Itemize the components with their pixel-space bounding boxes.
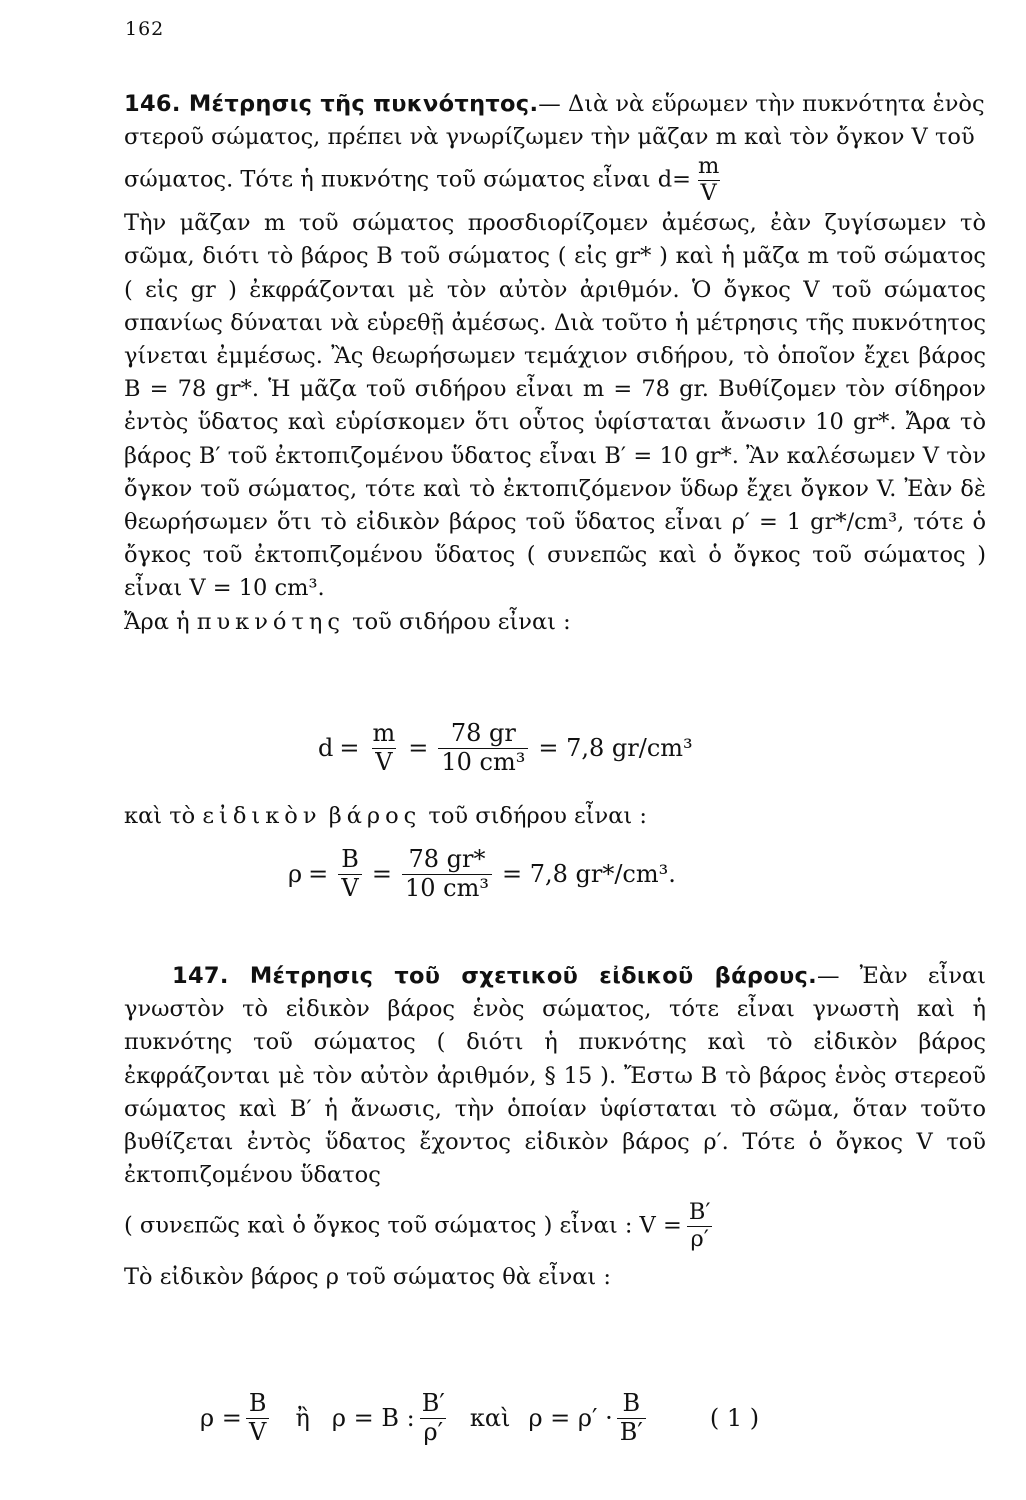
section-146 [124,88,986,639]
eq-fraction-bprime-rhoprime [419,1390,448,1446]
fraction-numerator: m [372,719,396,747]
eq-fraction-values [402,846,492,902]
equation-1 [200,1390,890,1446]
fraction-numerator: B [248,1389,267,1417]
paragraph-147-volume [124,1200,986,1253]
fraction-numerator: B [341,845,359,873]
equation-tag: ( 1 ) [709,1404,760,1433]
heading-dash: — [538,91,568,117]
paragraph-146-text: Διὰ νὰ εὕρωμεν τὴν πυκνότητα ἑνὸς στεροῦ σώματος, πρέπει νὰ γνωρίζωμεν τὴν μᾶζαν m καὶ τὸν ὄγκον V τοῦ σώματος. Τότε ἡ πυκνότης τοῦ σώματος εἶναι d= [124,91,985,193]
text-run: τοῦ σιδήρου εἶναι : [345,608,571,635]
density-fraction [695,154,722,207]
equation-density [318,720,699,776]
fraction-numerator: m [697,153,720,180]
text-run: τοῦ σιδήρου εἶναι : [421,803,647,829]
equation-specific-weight [288,846,682,902]
eq-equals: = [371,860,392,889]
paragraph-146-intro [124,88,986,207]
fraction-numerator: B′ [688,1199,711,1226]
paragraph-147-intro [124,960,986,1192]
text-run: καὶ τὸ [124,803,203,829]
paragraph-146-method: Τὴν μᾶζαν m τοῦ σώματος προσδιορίζομεν ἀμέσως, ἐὰν ζυγίσωμεν τὸ σῶμα, διότι τὸ βάρος B τοῦ σώματος ( εἰς gr* ) καὶ ἡ μᾶζα m τοῦ σώματος ( εἰς gr ) ἐκφράζονται μὲ τὸν αὐτὸν ἀριθμόν. Ὁ ὄγκος V τοῦ σώματος σπανίως δύναται νὰ εὑρεθῇ ἀμέσως. Διὰ τοῦτο ἡ μέτρησις τῆς πυκνότητος γίνεται ἐμμέσως. Ἂς θεωρήσωμεν τεμάχιον σιδήρου, τὸ ὁποῖον ἔχει βάρος B = 78 gr*. Ἡ μᾶζα τοῦ σιδήρου εἶναι m = 78 gr. Βυθίζομεν τὸν σίδηρον ἐντὸς ὕδατος καὶ εὑρίσκομεν ὅτι οὗτος ὑφίσταται ἄνωσιν 10 gr*. Ἄρα τὸ βάρος B′ τοῦ ἐκτοπιζομένου ὕδατος εἶναι B′ = 10 gr*. Ἂν καλέσωμεν V τὸν ὄγκον τοῦ σώματος, τότε καὶ τὸ ἐκτοπιζόμενον ὕδωρ ἔχει ὄγκον V. Ἐὰν δὲ θεωρήσωμεν ὅτι τὸ εἰδικὸν βάρος τοῦ ὕδατος εἶναι ρ′ = 1 gr*/cm³, τότε ὁ ὄγκος τοῦ ἐκτοπιζομένου ὕδατος ( συνεπῶς καὶ ὁ ὄγκος τοῦ σώματος ) εἶναι V = 10 cm³. [124,210,986,602]
heading-dash: — [816,963,860,989]
eq-lhs: ρ = ρ′ · [528,1404,613,1433]
page-number: 162 [125,18,165,40]
paragraph-146-specific-weight-intro [124,800,986,833]
fraction-denominator: ρ′ [420,1418,446,1447]
eq-equals: = [408,734,429,763]
paragraph-146-density-intro [124,606,986,639]
spaced-word-weight: βάρος [328,803,422,829]
eq-lhs: d [318,734,334,763]
fraction-denominator: ρ′ [687,1226,711,1253]
section-147-heading: 147. Μέτρησις τοῦ σχετικοῦ εἰδικοῦ βάρους. [172,963,817,989]
fraction-denominator: B′ [617,1418,646,1447]
fraction-denominator: V [246,1418,269,1447]
eq-equals: = [339,734,360,763]
eq-equals: = [308,860,329,889]
spaced-word-density: πυκνότης [196,608,345,635]
eq-fraction-b-v [338,846,362,902]
eq-lhs: ρ = B : [331,1404,415,1433]
eq-fraction-b-v [246,1390,270,1446]
paragraph-147-specific-weight: Τὸ εἰδικὸν βάρος ρ τοῦ σώματος θὰ εἶναι : [124,1264,611,1291]
eq-result: = 7,8 gr/cm³ [538,734,693,763]
volume-fraction [686,1200,714,1253]
fraction-denominator: V [698,180,720,207]
eq-fraction-m-v [369,720,398,776]
fraction-denominator: 10 cm³ [438,748,528,777]
paragraph-147-text: Ἐὰν εἶναι γνωστὸν τὸ εἰδικὸν βάρος ἑνὸς σώματος, τότε εἶναι γνωστὴ καὶ ἡ πυκνότης τοῦ σώματος ( διότι ἡ πυκνότης καὶ τὸ εἰδικὸν βάρος ἐκφράζονται μὲ τὸν αὐτὸν ἀριθμόν, § 15 ). Ἔστω B τὸ βάρος ἑνὸς στερεοῦ σώματος καὶ B′ ἡ ἄνωσις, τὴν ὁποίαν ὑφίσταται τὸ σῶμα, ὅταν τοῦτο βυθίζεται ἐντὸς ὕδατος ἔχοντος εἰδικὸν βάρος ρ′. Τότε ὁ ὄγκος V τοῦ ἐκτοπιζομένου ὕδατος [124,963,987,1189]
eq-or: ἢ [295,1404,310,1433]
eq-fraction-values [438,720,528,776]
text-run [322,803,329,829]
eq-result: = 7,8 gr*/cm³. [501,860,676,889]
text-run: ( συνεπῶς καὶ ὁ ὄγκος τοῦ σώματος ) εἶναι : V = [124,1212,682,1239]
fraction-denominator: V [372,748,395,777]
section-146-heading: 146. Μέτρησις τῆς πυκνότητος. [124,91,539,117]
eq-lhs: ρ [288,860,303,889]
fraction-numerator: 78 gr [450,719,516,747]
fraction-numerator: B′ [421,1389,445,1417]
spaced-word-specific: εἰδικὸν [202,803,322,829]
section-147 [124,960,986,1294]
eq-and: καὶ [469,1404,511,1433]
fraction-numerator: B [622,1389,641,1417]
text-run: Ἄρα ἡ [124,608,197,635]
fraction-denominator: V [338,874,361,903]
fraction-numerator: 78 gr* [408,845,486,873]
eq-fraction-b-bprime [617,1390,646,1446]
fraction-denominator: 10 cm³ [402,874,492,903]
eq-lhs: ρ = [200,1404,242,1433]
